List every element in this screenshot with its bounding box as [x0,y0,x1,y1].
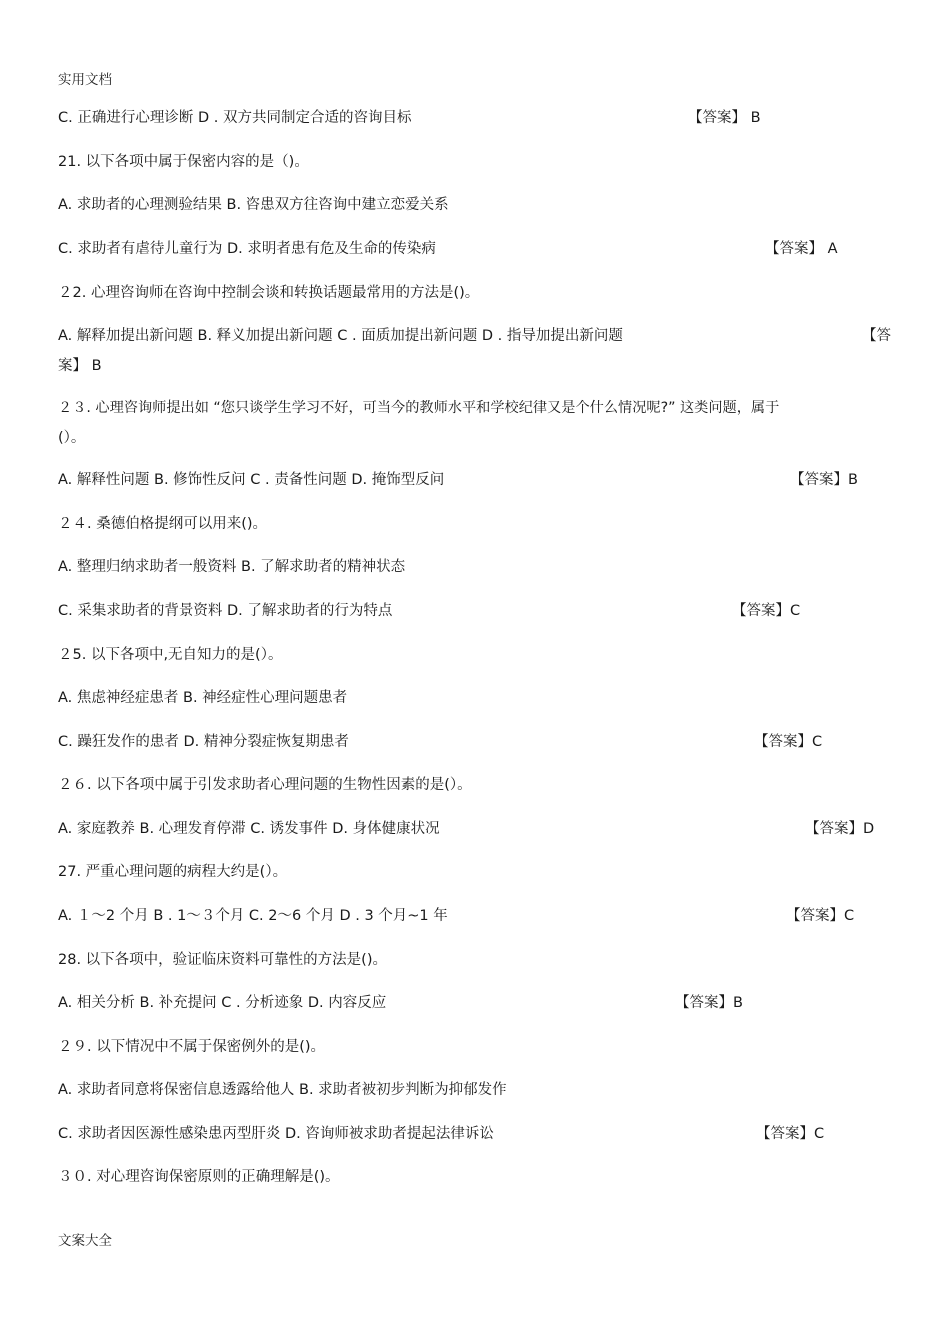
question-25: ２5. 以下各项中,无自知力的是(）。 [58,647,283,663]
answer-label-continued: 案】 B [58,358,102,374]
option-line: C. 求助者有虐待儿童行为 D. 求明者患有危及生命的传染病 [58,241,436,257]
question-30: ３０. 对心理咨询保密原则的正确理解是()。 [58,1169,340,1185]
option-line: A. 求助者的心理测验结果 B. 咨患双方往咨询中建立恋爱关系 [58,197,449,213]
answer-label: 【答案】B [675,995,743,1011]
answer-label: 【答案】C [732,603,801,619]
answer-label: 【答案】 B [688,110,761,126]
question-21: 21. 以下各项中属于保密内容的是（)。 [58,154,309,170]
option-line: C. 躁狂发作的患者 D. 精神分裂症恢复期患者 [58,734,349,750]
answer-label: 【答案】C [754,734,823,750]
option-line: A. 焦虑神经症患者 B. 神经症性心理问题患者 [58,690,348,706]
question-23-continued: (）。 [58,430,86,446]
question-27: 27. 严重心理问题的病程大约是(）。 [58,864,288,880]
option-line: A. 家庭教养 B. 心理发育停滞 C. 诱发事件 D. 身体健康状况 [58,821,440,837]
answer-label: 【答案】D [805,821,875,837]
option-line: A. 整理归纳求助者一般资料 B. 了解求助者的精神状态 [58,559,406,575]
answer-label: 【答案】B [790,472,858,488]
question-29: ２９. 以下情况中不属于保密例外的是()。 [58,1039,326,1055]
option-line: A. 求助者同意将保密信息透露给他人 B. 求助者被初步判断为抑郁发作 [58,1082,507,1098]
option-line: A. 解释性问题 B. 修饰性反问 C . 责备性问题 D. 掩饰型反问 [58,472,445,488]
question-28: 28. 以下各项中，验证临床资料可靠性的方法是()。 [58,952,387,968]
page-header: 实用文档 [58,72,112,88]
option-line: C. 求助者因医源性感染患丙型肝炎 D. 咨询师被求助者提起法律诉讼 [58,1126,494,1142]
answer-label: 【答 [862,328,891,344]
answer-label: 【答案】 A [765,241,838,257]
question-23: ２３. 心理咨询师提出如 “您只谈学生学习不好，可当今的教师水平和学校纪律又是个什么情况呢?” 这类问题，属于 [58,400,780,416]
answer-label: 【答案】C [786,908,855,924]
question-24: ２４. 桑德伯格提纲可以用来()。 [58,516,268,532]
option-line: A. １～2 个月 B . 1～３个月 C. 2～6 个月 D . 3 个月~1 年 [58,908,448,924]
option-line: A. 解释加提出新问题 B. 释义加提出新问题 C . 面质加提出新问题 D . 指导加提出新问题 [58,328,623,344]
option-line: C. 采集求助者的背景资料 D. 了解求助者的行为特点 [58,603,393,619]
option-line: C. 正确进行心理诊断 D . 双方共同制定合适的咨询目标 [58,110,412,126]
answer-label: 【答案】C [756,1126,825,1142]
question-22: ２2. 心理咨询师在咨询中控制会谈和转换话题最常用的方法是()。 [58,285,480,301]
option-line: A. 相关分析 B. 补充提问 C . 分析迹象 D. 内容反应 [58,995,387,1011]
question-26: ２６. 以下各项中属于引发求助者心理问题的生物性因素的是(）。 [58,777,472,793]
page-footer: 文案大全 [58,1233,112,1249]
